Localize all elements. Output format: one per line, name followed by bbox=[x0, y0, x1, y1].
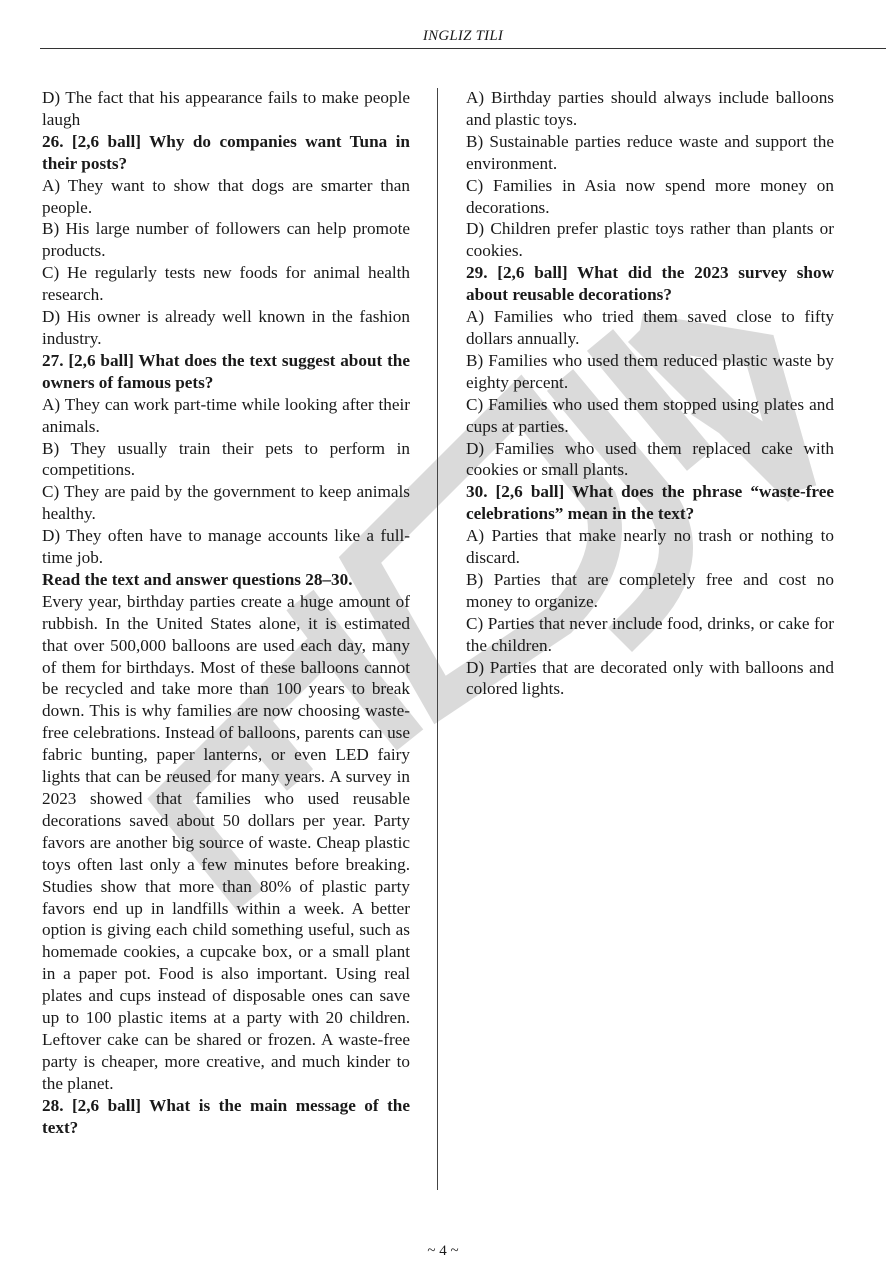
q29-option-c: C) Families who used them stopped using plates and cups at parties. bbox=[466, 394, 834, 436]
q28-question: 28. [2,6 ball] What is the main message of the text? bbox=[42, 1095, 410, 1137]
reading-instruction: Read the text and answer questions 28–30. bbox=[42, 569, 353, 589]
q30-option-d: D) Parties that are decorated only with balloons and colored lights. bbox=[466, 657, 834, 699]
q27-option-a: A) They can work part-time while looking after their animals. bbox=[42, 394, 410, 436]
right-column bbox=[466, 87, 834, 700]
q29-question: 29. [2,6 ball] What did the 2023 survey show about reusable decorations? bbox=[466, 263, 834, 305]
q25-option-d: D) The fact that his appearance fails to make people laugh bbox=[42, 88, 410, 129]
reading-passage: Every year, birthday parties create a huge amount of rubbish. In the United States alone, it is estimated that over 500,000 balloons are used each day, many of them for birthdays. Most of these balloons cannot be recycled and take more than 100 years to break down. This is why families are now choosing waste-free celebrations. Instead of balloons, parents can use fabric bunting, paper lanterns, or even LED fairy lights that can be reused for many years. A survey in 2023 showed that families who used reusable decorations saved about 50 dollars per year. Party favors are another big source of waste. Cheap plastic toys often last only a few minutes before breaking. Studies show that more than 80% of plastic party favors end up in landfills within a week. A better option is giving each child something useful, such as homemade cookies, a cupcake box, or a small plant in a paper pot. Food is also important. Using real plates and cups instead of disposable ones can save up to 100 plastic items at a party with 20 children. Leftover cake can be shared or frozen. A waste-free party is cheaper, more creative, and much kinder to the planet. bbox=[42, 591, 410, 1093]
q26-option-b: B) His large number of followers can help promote products. bbox=[42, 219, 410, 261]
q26-option-c: C) He regularly tests new foods for animal health research. bbox=[42, 263, 410, 305]
q28-option-a: A) Birthday parties should always include balloons and plastic toys. bbox=[466, 88, 834, 129]
q30-question: 30. [2,6 ball] What does the phrase “waste-free celebrations” mean in the text? bbox=[466, 482, 834, 524]
left-column bbox=[42, 87, 410, 1139]
page-number: ~ 4 ~ bbox=[427, 1243, 459, 1259]
q30-option-c: C) Parties that never include food, drinks, or cake for the children. bbox=[466, 613, 834, 655]
q30-option-b: B) Parties that are completely free and cost no money to organize. bbox=[466, 569, 834, 611]
q28-option-b: B) Sustainable parties reduce waste and support the environment. bbox=[466, 131, 834, 173]
header-rule bbox=[40, 48, 886, 49]
q29-option-b: B) Families who used them reduced plastic waste by eighty percent. bbox=[466, 350, 834, 392]
q28-option-c: C) Families in Asia now spend more money on decorations. bbox=[466, 175, 834, 217]
page-header-title: INGLIZ TILI bbox=[422, 28, 504, 44]
q29-option-a: A) Families who tried them saved close to fifty dollars annually. bbox=[466, 307, 834, 348]
q27-question: 27. [2,6 ball] What does the text suggest about the owners of famous pets? bbox=[42, 350, 410, 392]
q26-option-d: D) His owner is already well known in the fashion industry. bbox=[42, 307, 410, 348]
q27-option-b: B) They usually train their pets to perform in competitions. bbox=[42, 438, 410, 480]
q26-question: 26. [2,6 ball] Why do companies want Tuna in their posts? bbox=[42, 131, 410, 173]
q27-option-c: C) They are paid by the government to keep animals healthy. bbox=[42, 482, 410, 524]
q27-option-d: D) They often have to manage accounts like a full-time job. bbox=[42, 526, 410, 568]
q26-option-a: A) They want to show that dogs are smarter than people. bbox=[42, 175, 410, 217]
q29-option-d: D) Families who used them replaced cake with cookies or small plants. bbox=[466, 438, 834, 480]
column-divider bbox=[437, 88, 438, 1190]
q30-option-a: A) Parties that make nearly no trash or nothing to discard. bbox=[466, 526, 834, 568]
q28-option-d: D) Children prefer plastic toys rather than plants or cookies. bbox=[466, 219, 834, 261]
